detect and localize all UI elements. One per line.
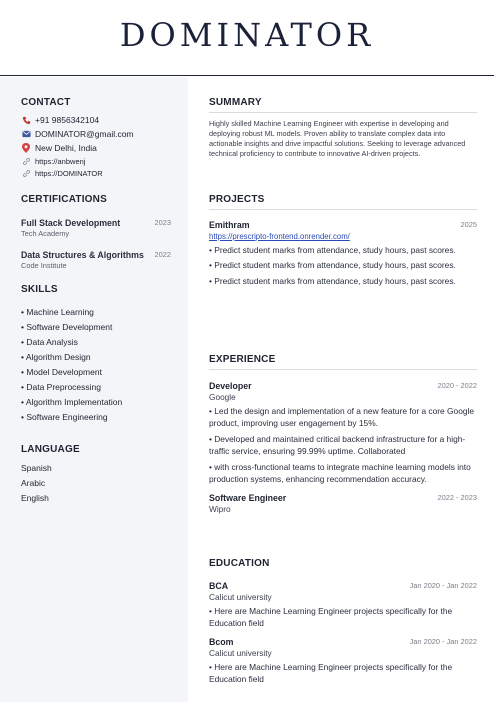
skill-item: • Model Development: [21, 367, 102, 377]
experience-role: Software Engineer: [209, 493, 287, 504]
education-degree: BCA: [209, 581, 229, 591]
location-pin-icon: [21, 143, 31, 153]
experience-bullet: • with cross-functional teams to integrate machine learning models into production systems, enhancing recommendation accuracy.: [209, 461, 471, 485]
project-entry: [209, 220, 477, 287]
experience-section: [209, 354, 477, 514]
education-section: [209, 558, 477, 686]
skill-item: • Software Engineering: [21, 412, 108, 422]
skills-title: SKILLS: [21, 284, 58, 295]
certifications-title: CERTIFICATIONS: [21, 194, 107, 205]
email-text[interactable]: DOMINATOR@gmail.com: [35, 129, 134, 139]
education-degree: Bcom: [209, 636, 234, 647]
contact-link-1[interactable]: [21, 155, 181, 167]
email-icon: [21, 129, 31, 139]
resume-header: [0, 0, 494, 76]
cert-year: 2022: [154, 250, 171, 259]
experience-dates: 2020 - 2022: [437, 381, 477, 390]
language-item: English: [21, 493, 49, 503]
project-bullet: • Predict student marks from attendance, study hours, past scores.: [209, 275, 456, 286]
projects-title: PROJECTS: [209, 194, 477, 210]
cert-org: Code Institute: [21, 261, 67, 270]
language-item: Arabic: [21, 478, 46, 488]
language-item: Spanish: [21, 463, 52, 473]
link-1-text[interactable]: https://anbwenj: [35, 156, 86, 166]
language-title: LANGUAGE: [21, 444, 80, 455]
contact-title: CONTACT: [21, 97, 71, 108]
experience-bullet: • Developed and maintained critical backend infrastructure for a high-traffic service, ensuring 99.99% uptime. Collaborated: [209, 433, 466, 457]
experience-role: Developer: [209, 381, 252, 391]
skill-item: • Data Preprocessing: [21, 382, 101, 392]
experience-entry: [209, 381, 477, 485]
education-dates: Jan 2020 - Jan 2022: [409, 581, 477, 590]
skill-item: • Algorithm Design: [21, 352, 91, 362]
cert-item: [21, 250, 171, 270]
experience-company: Wipro: [209, 504, 231, 515]
education-entry: [209, 637, 477, 686]
skill-item: • Software Development: [21, 322, 113, 332]
education-school: Calicut university: [209, 592, 272, 602]
phone-icon: [21, 115, 31, 125]
summary-title: SUMMARY: [209, 97, 477, 113]
experience-entry: [209, 493, 477, 514]
cert-item: [21, 218, 171, 238]
skill-item: • Data Analysis: [21, 337, 78, 347]
experience-dates: 2022 - 2023: [437, 493, 477, 503]
contact-phone: [21, 113, 181, 127]
education-school: Calicut university: [209, 647, 272, 658]
candidate-name: DOMINATOR: [119, 16, 375, 54]
project-year: 2025: [460, 220, 477, 229]
summary-section: [209, 97, 477, 159]
education-bullet: • Here are Machine Learning Engineer projects specifically for the Education field: [209, 606, 453, 629]
skill-item: • Algorithm Implementation: [21, 397, 123, 407]
skills-section: [21, 284, 181, 425]
location-text: New Delhi, India: [35, 143, 97, 153]
certifications-section: [21, 194, 181, 270]
language-section: [21, 444, 181, 506]
contact-location: [21, 141, 181, 155]
phone-text: +91 9856342104: [35, 115, 100, 125]
education-bullet: • Here are Machine Learning Engineer projects specifically for the Education field: [209, 661, 453, 685]
cert-name: Data Structures & Algorithms: [21, 250, 144, 260]
cert-year: 2023: [154, 218, 171, 227]
cert-org: Tech Academy: [21, 229, 70, 238]
link-2-text[interactable]: https://DOMINATOR: [35, 168, 103, 178]
education-title: EDUCATION: [209, 558, 270, 569]
main-content: [188, 77, 494, 702]
link-icon: [21, 156, 31, 166]
contact-email[interactable]: [21, 127, 181, 141]
experience-company: Google: [209, 392, 236, 402]
summary-text: Highly skilled Machine Learning Engineer with expertise in developing and deploying robust ML models. Proven ability to translate complex data into actionable insights and drive impactful solutions. Seeking to leverage advanced technical proficiency to contribute to innovative AI-driven projects.: [209, 119, 466, 158]
contact-section: [21, 97, 181, 179]
experience-bullet: • Led the design and implementation of a new feature for a core Google product, improving user engagement by 15%.: [209, 406, 475, 429]
link-icon: [21, 168, 31, 178]
education-entry: [209, 581, 477, 630]
skill-item: • Machine Learning: [21, 307, 94, 317]
education-dates: Jan 2020 - Jan 2022: [409, 636, 477, 646]
experience-title: EXPERIENCE: [209, 354, 477, 370]
project-link[interactable]: https://prescripto-frontend.onrender.com/: [209, 232, 350, 241]
project-name: Emithram: [209, 220, 250, 230]
sidebar: [0, 77, 188, 702]
project-bullet: • Predict student marks from attendance, study hours, past scores.: [209, 245, 456, 255]
projects-section: [209, 194, 477, 287]
contact-link-2[interactable]: [21, 167, 181, 179]
project-bullet: • Predict student marks from attendance, study hours, past scores.: [209, 260, 456, 271]
cert-name: Full Stack Development: [21, 218, 121, 228]
